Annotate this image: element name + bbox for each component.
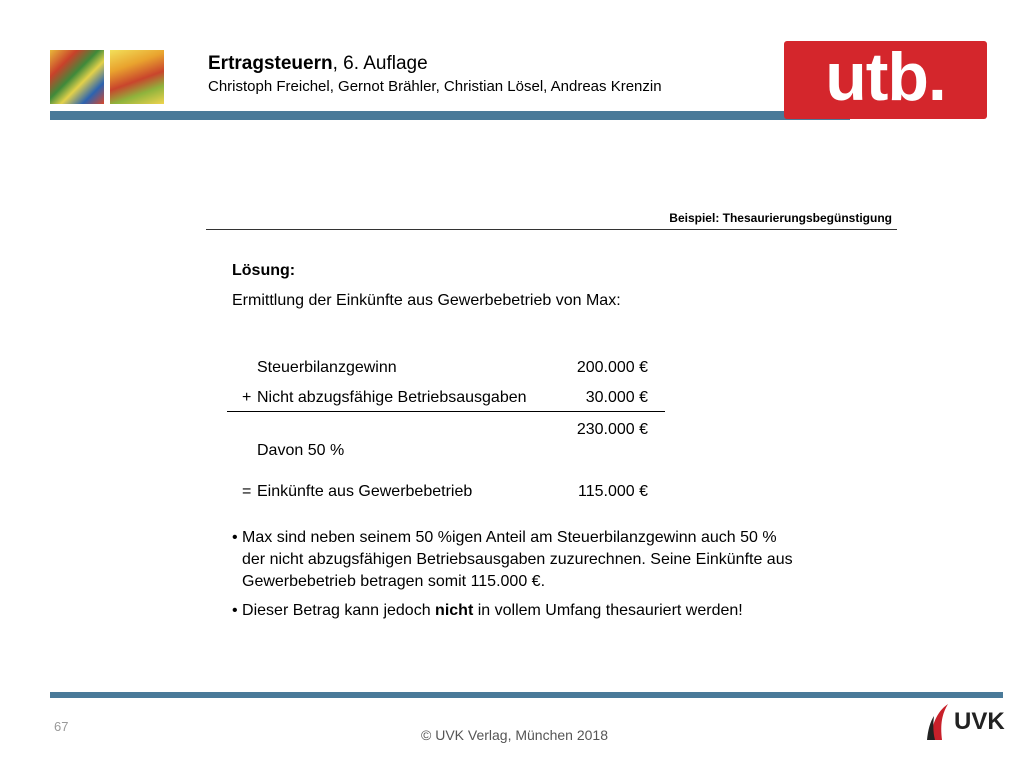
uvk-sail-icon bbox=[926, 702, 952, 742]
utb-logo bbox=[784, 41, 987, 119]
bullet-line: • Max sind neben seinem 50 %igen Anteil am Steuerbilanzgewinn auch 50 % bbox=[232, 529, 777, 546]
page-number: 67 bbox=[54, 719, 69, 734]
header-bar bbox=[50, 111, 850, 120]
row-label: Einkünfte aus Gewerbebetrieb bbox=[257, 483, 473, 500]
uvk-logo bbox=[926, 700, 1006, 744]
row-operator: + bbox=[242, 389, 252, 406]
book-authors: Christoph Freichel, Gernot Brähler, Christian Lösel, Andreas Krenzin bbox=[208, 78, 662, 95]
cover-image-2 bbox=[110, 50, 164, 104]
book-title: Ertragsteuern, 6. Auflage bbox=[208, 53, 428, 74]
solution-heading: Lösung: bbox=[232, 262, 296, 279]
row-label: Nicht abzugsfähige Betriebsausgaben bbox=[257, 389, 527, 406]
bullet-point: • Dieser Betrag kann jedoch nicht in vollem Umfang thesauriert werden! bbox=[232, 602, 743, 619]
row-value: 30.000 € bbox=[585, 389, 648, 406]
bullet-line: Gewerbebetrieb betragen somit 115.000 €. bbox=[242, 573, 546, 590]
row-value: 115.000 € bbox=[578, 483, 648, 500]
row-value: 200.000 € bbox=[576, 359, 648, 376]
uvk-logo-text: UVK bbox=[954, 708, 1005, 735]
cover-image-1 bbox=[50, 50, 104, 104]
section-divider bbox=[206, 229, 897, 230]
utb-logo-text: utb. bbox=[825, 39, 946, 115]
row-value: 230.000 € bbox=[576, 421, 648, 438]
row-label: Steuerbilanzgewinn bbox=[257, 359, 397, 376]
footer-bar bbox=[50, 692, 1003, 698]
bullet-line: der nicht abzugsfähigen Betriebsausgaben zuzurechnen. Seine Einkünfte aus bbox=[242, 551, 793, 568]
sum-line bbox=[227, 411, 665, 412]
row-operator: = bbox=[242, 483, 252, 500]
bullet-point bbox=[232, 527, 793, 593]
copyright-text: © UVK Verlag, München 2018 bbox=[421, 727, 608, 743]
section-label: Beispiel: Thesaurierungsbegünstigung bbox=[669, 211, 892, 225]
row-label: Davon 50 % bbox=[257, 442, 345, 459]
intro-text: Ermittlung der Einkünfte aus Gewerbebetrieb von Max: bbox=[232, 292, 621, 309]
